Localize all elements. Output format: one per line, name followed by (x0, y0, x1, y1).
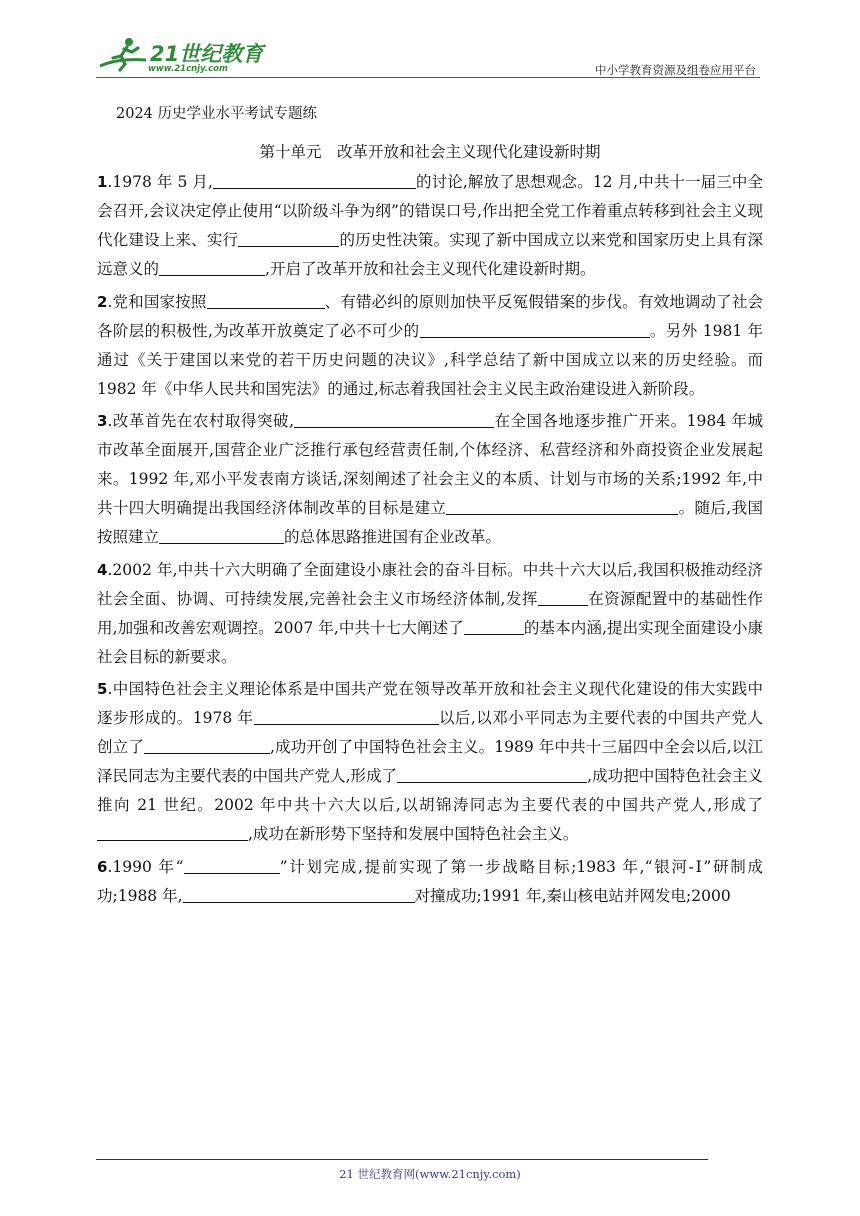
unit-title: 第十单元 改革开放和社会主义现代化建设新时期 (259, 143, 601, 161)
header-divider (96, 77, 760, 78)
logo-brand: 21世纪教育 (150, 42, 264, 66)
answer-blank[interactable] (397, 766, 587, 783)
question-4 (97, 556, 763, 672)
answer-blank[interactable] (144, 737, 270, 754)
question-number: 1 (97, 173, 108, 191)
footer-divider (96, 1159, 708, 1160)
question-number: 3 (97, 412, 108, 430)
question-text: 的讨论,解放了思想观念。12 月,中共十一届三中全会召开,会议决定停止使用“以阶级斗争为纲”的错误口号,作出把全党工作着重点转移到社会主义现代化建设上来、实行 (97, 173, 763, 249)
footer-link[interactable]: 21 世纪教育网(www.21cnjy.com) (339, 1167, 521, 1181)
answer-blank[interactable] (184, 857, 280, 874)
answer-blank[interactable] (97, 824, 248, 841)
answer-blank[interactable] (538, 589, 588, 606)
question-text: 。随后,我国按照建立 (97, 499, 763, 546)
logo-url: www.21cnjy.com (148, 64, 228, 74)
question-text: ,开启了改革开放和社会主义现代化建设新时期。 (265, 260, 596, 278)
answer-blank[interactable] (207, 292, 325, 309)
question-6 (97, 853, 763, 911)
question-3 (97, 407, 763, 552)
question-text: ,成功开创了中国特色社会主义。1989 年中共十三届四中全会以后,以江泽民同志为主要代表的中国共产党人,形成了 (97, 738, 763, 785)
question-text: .中国特色社会主义理论体系是中国共产党在领导改革开放和社会主义现代化建设的伟大实践中逐步形成的。1978 年 (97, 680, 763, 727)
question-text: .2002 年,中共十六大明确了全面建设小康社会的奋斗目标。中共十六大以后,我国积极推动经济社会全面、协调、可持续发展,完善社会主义市场经济体制,发挥 (97, 560, 763, 608)
platform-tagline: 中小学教育资源及组卷应用平台 (595, 63, 756, 77)
document-title: 2024 历史学业水平考试专题练 (116, 106, 318, 122)
answer-blank[interactable] (254, 708, 439, 725)
question-text: ”计划完成,提前实现了第一步战略目标;1983 年,“银河-Ⅰ”研制成功;1988 年, (97, 857, 763, 905)
question-text: 的历史性决策。实现了新中国成立以来党和国家历史上具有深远意义的 (97, 231, 763, 278)
answer-blank[interactable] (213, 172, 416, 189)
answer-blank[interactable] (446, 498, 678, 515)
question-text: .1990 年“ (107, 857, 184, 876)
question-text: ,成功把中国特色社会主义推向 21 世纪。2002 年中共十六大以后,以胡锦涛同志为主要代表的中国共产党人,形成了 (97, 767, 763, 814)
question-text: 。另外 1981 年通过《关于建国以来党的若干历史问题的决议》,科学总结了新中国成立以来的历史经验。而 1982 年《中华人民共和国宪法》的通过,标志着我国社会主义民主政治建设进入新阶段。 (97, 321, 763, 398)
question-number: 4 (97, 560, 108, 579)
answer-blank[interactable] (183, 886, 415, 903)
page-header (96, 36, 760, 80)
question-text: .1978 年 5 月, (107, 173, 213, 191)
question-text: 的基本内涵,提出实现全面建设小康社会目标的新要求。 (97, 618, 764, 666)
question-1 (97, 168, 763, 284)
answer-blank[interactable] (420, 321, 650, 338)
question-number: 6 (97, 857, 108, 876)
question-text: 的总体思路推进国有企业改革。 (284, 528, 502, 546)
question-text: 在资源配置中的基础性作用,加强和改善宏观调控。2007 年,中共十七大阐述了 (97, 589, 763, 637)
question-text: 对撞成功;1991 年,秦山核电站并网发电;2000 (414, 886, 731, 905)
question-text: 、有错必纠的原则加快平反冤假错案的步伐。有效地调动了社会各阶层的积极性,为改革开放奠定了必不可少的 (97, 292, 763, 340)
question-text: ,成功在新形势下坚持和发展中国特色社会主义。 (248, 825, 579, 843)
question-text: 以后,以邓小平同志为主要代表的中国共产党人创立了 (97, 709, 763, 756)
answer-blank[interactable] (159, 527, 284, 544)
question-text: 在全国各地逐步推广开来。1984 年城市改革全面展开,国营企业广泛推行承包经营责任制,个体经济、私营经济和外商投资企业发展起来。1992 年,邓小平发表南方谈话,深刻阐述了社会主义的本质、计划与市场的关系;1992 年,中共十四大明确提出我国经济体制改革的目标是建立 (97, 412, 764, 517)
site-logo[interactable] (96, 36, 296, 76)
question-list (97, 168, 763, 914)
question-text: .党和国家按照 (107, 292, 207, 311)
runner-logo-icon (96, 36, 152, 76)
answer-blank[interactable] (294, 411, 494, 428)
answer-blank[interactable] (464, 618, 524, 635)
question-2 (97, 288, 763, 404)
answer-blank[interactable] (238, 230, 339, 247)
question-5 (97, 675, 763, 849)
question-number: 5 (97, 680, 108, 698)
question-number: 2 (97, 292, 108, 311)
answer-blank[interactable] (159, 259, 265, 276)
question-text: .改革首先在农村取得突破, (107, 412, 294, 430)
